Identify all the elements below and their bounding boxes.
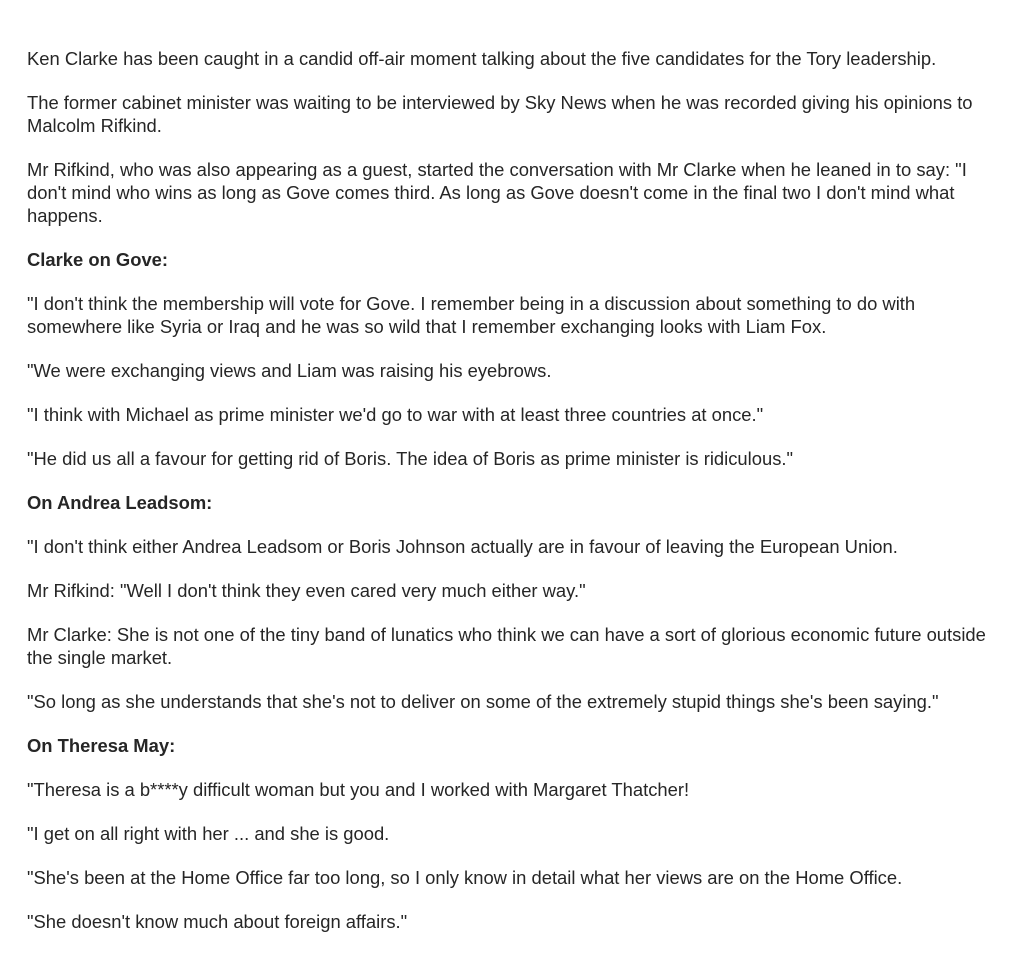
section-heading: On Andrea Leadsom: [27, 492, 213, 513]
paragraph: "Theresa is a b****y difficult woman but you and I worked with Margaret Thatcher! [27, 779, 690, 800]
paragraph: "So long as she understands that she's not to deliver on some of the extremely stupid things she's been saying." [27, 691, 939, 712]
paragraph: "I think with Michael as prime minister we'd go to war with at least three countries at once." [27, 404, 764, 425]
paragraph: "She doesn't know much about foreign affairs." [27, 911, 408, 932]
paragraph: Ken Clarke has been caught in a candid off-air moment talking about the five candidates for the Tory leadership. [27, 48, 937, 69]
paragraph: "She's been at the Home Office far too long, so I only know in detail what her views are on the Home Office. [27, 867, 903, 888]
paragraph: Mr Clarke: She is not one of the tiny band of lunatics who think we can have a sort of glorious economic future outside the single market. [27, 624, 986, 668]
section-heading: Clarke on Gove: [27, 249, 169, 270]
paragraph: "I get on all right with her ... and she is good. [27, 823, 390, 844]
paragraph: The former cabinet minister was waiting to be interviewed by Sky News when he was recorded giving his opinions to Malcolm Rifkind. [27, 92, 973, 136]
article-body [27, 47, 992, 954]
paragraph: "I don't think the membership will vote for Gove. I remember being in a discussion about something to do with somewhere like Syria or Iraq and he was so wild that I remember exchanging looks with Liam Fox. [27, 293, 916, 337]
paragraph: Mr Rifkind, who was also appearing as a guest, started the conversation with Mr Clarke when he leaned in to say: "I don't mind who wins as long as Gove comes third. As long as Gove doesn't come in the final two I don't mind what happens. [27, 159, 967, 226]
section-heading: On Theresa May: [27, 735, 176, 756]
paragraph: "I don't think either Andrea Leadsom or Boris Johnson actually are in favour of leaving the European Union. [27, 536, 898, 557]
paragraph: "He did us all a favour for getting rid of Boris. The idea of Boris as prime minister is ridiculous." [27, 448, 794, 469]
paragraph: "We were exchanging views and Liam was raising his eyebrows. [27, 360, 552, 381]
paragraph: Mr Rifkind: "Well I don't think they even cared very much either way." [27, 580, 586, 601]
